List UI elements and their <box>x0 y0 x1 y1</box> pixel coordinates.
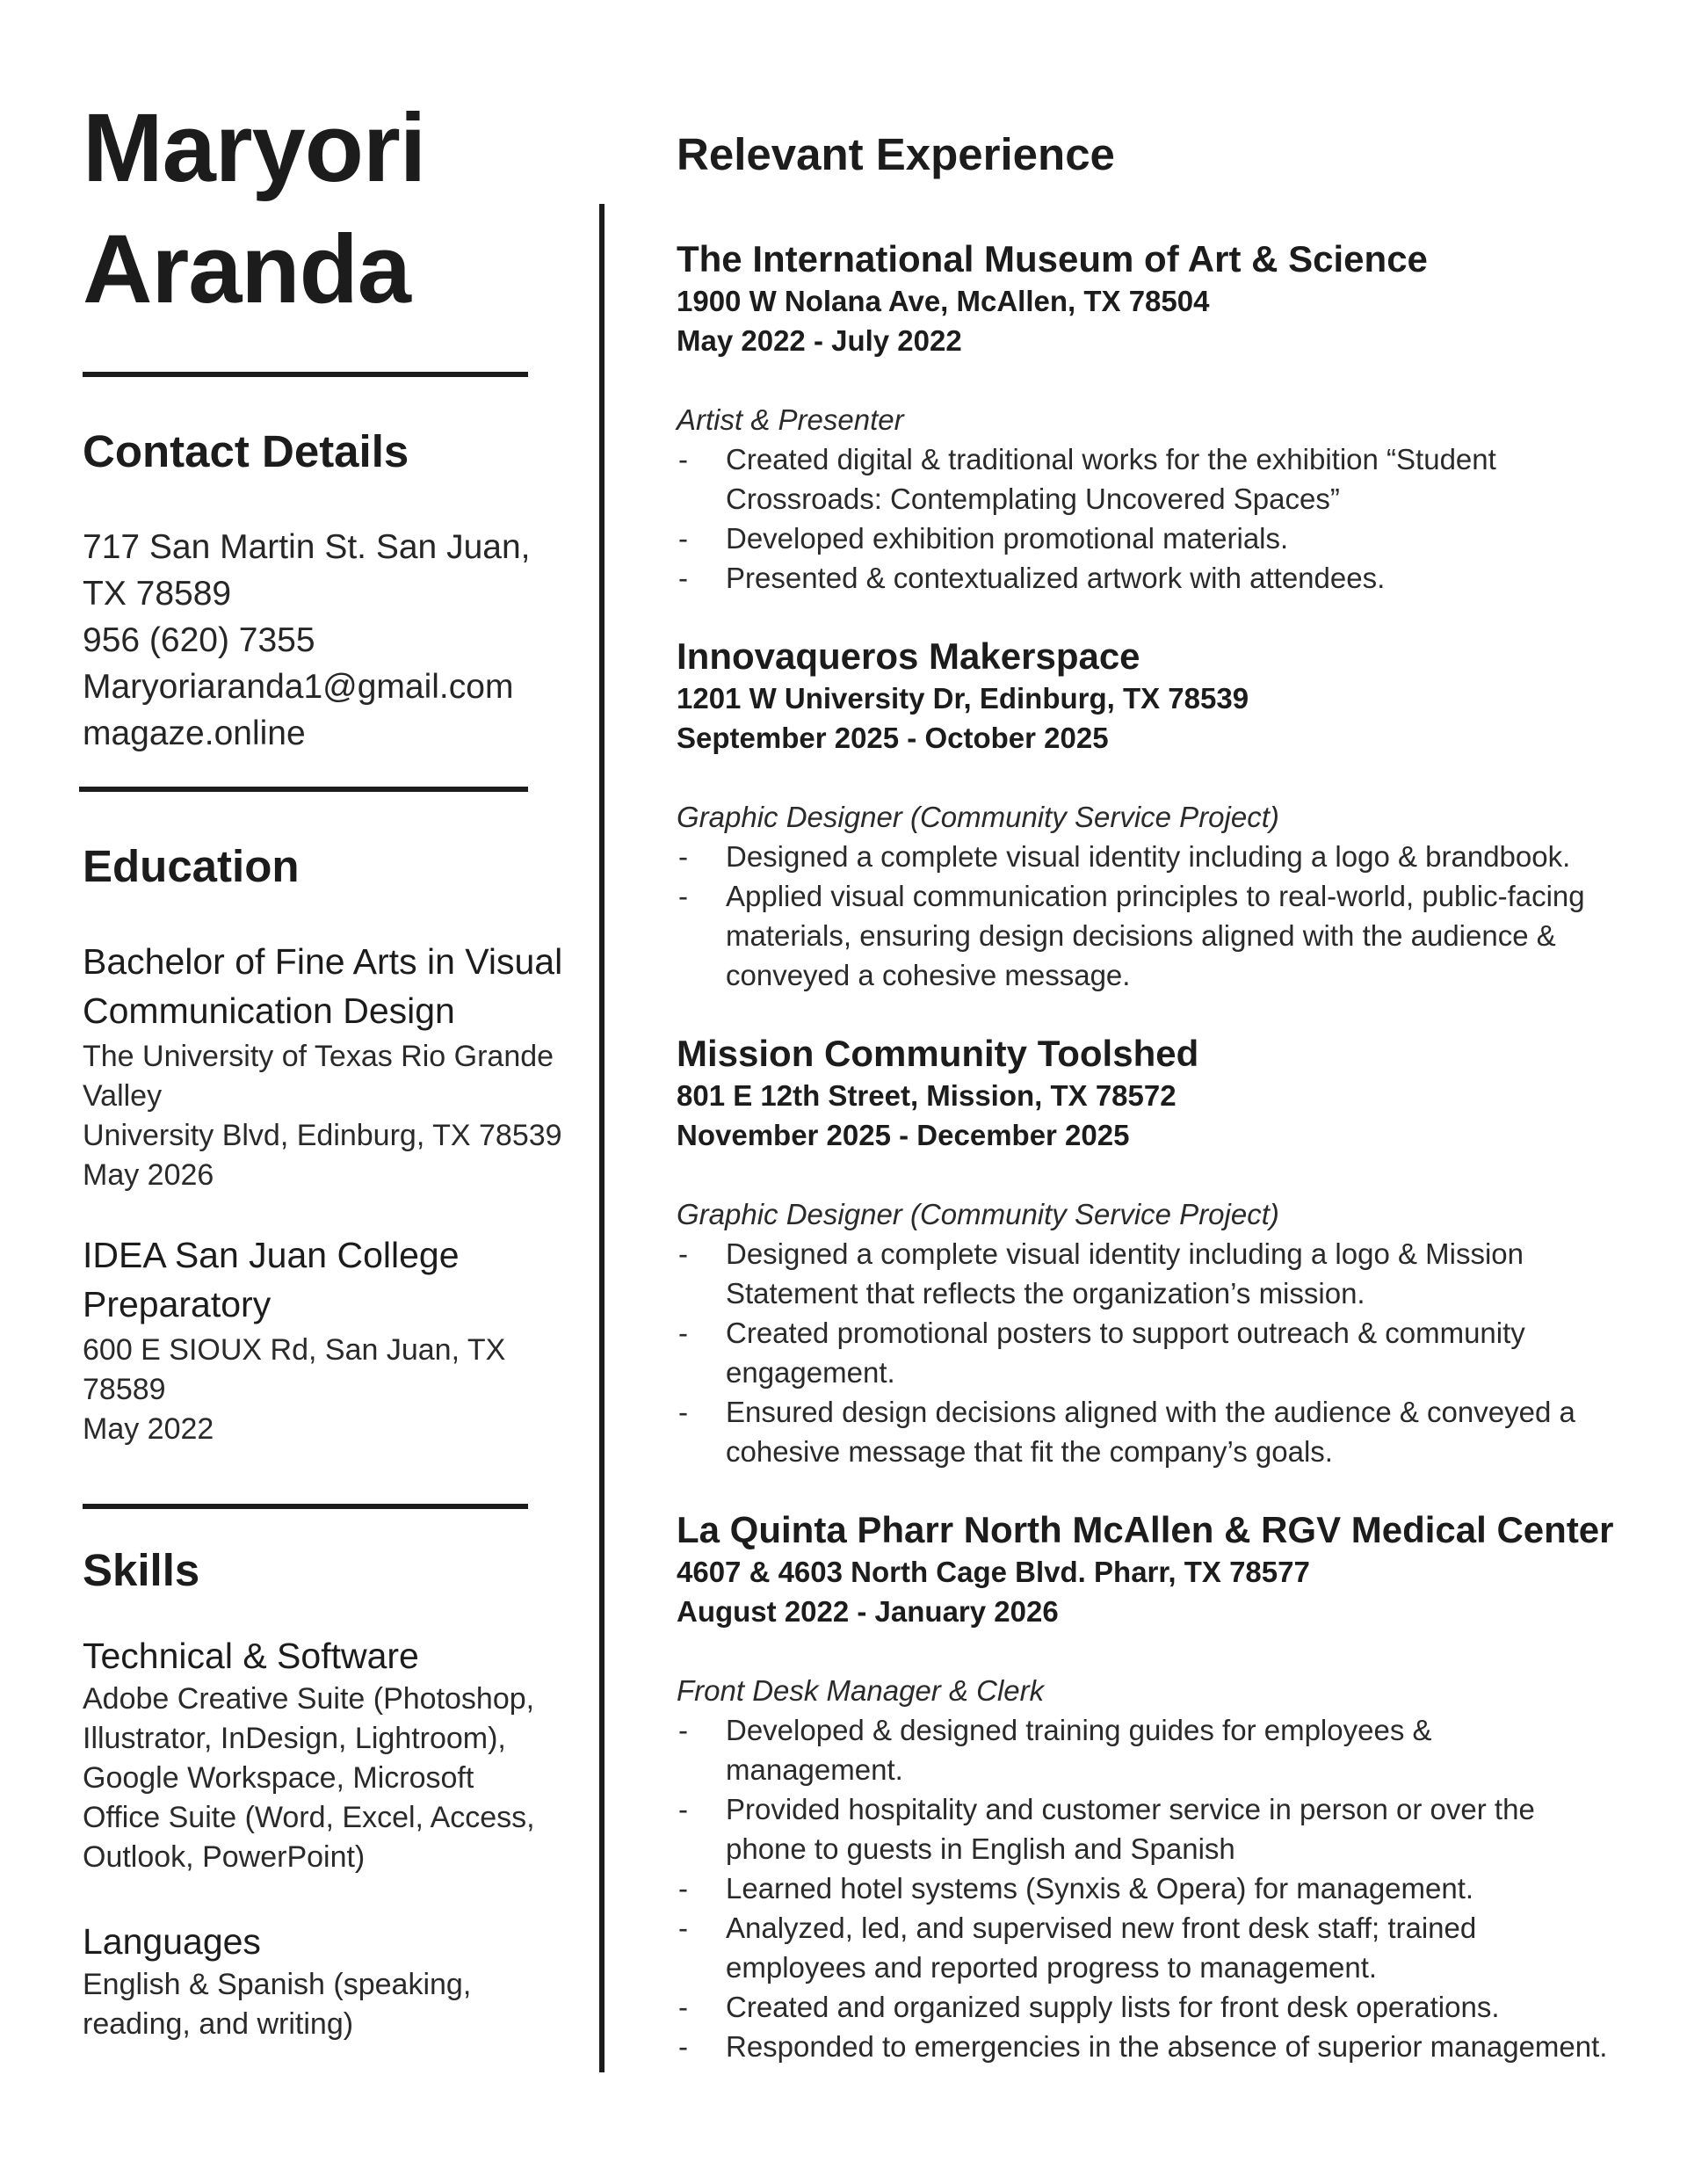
job-bullets <box>677 1710 1652 2066</box>
degree-line: IDEA San Juan College <box>83 1235 460 1275</box>
skill-line: Google Workspace, Microsoft <box>83 1761 474 1795</box>
bullet-item <box>677 1710 1652 1789</box>
divider-rule <box>83 1504 528 1509</box>
bullet-line: phone to guests in English and Spanish <box>726 1832 1235 1865</box>
bullet-item <box>677 558 1652 598</box>
bullet-dash: - <box>678 562 688 594</box>
bullet-dash: - <box>678 1991 688 2023</box>
skill-line: reading, and writing) <box>83 2007 354 2041</box>
divider-rule <box>83 372 528 377</box>
education-details <box>83 1037 575 1195</box>
address-line-1: 717 San Martin St. San Juan, <box>83 528 531 566</box>
bullet-item <box>677 1868 1652 1908</box>
bullet-dash: - <box>678 1872 688 1905</box>
skill-line: Office Suite (Word, Excel, Access, <box>83 1801 535 1834</box>
bullet-item <box>677 1789 1652 1868</box>
name-block <box>83 88 557 330</box>
bullet-line: Crossroads: Contemplating Uncovered Spaces” <box>726 483 1340 515</box>
skill-line: English & Spanish (speaking, <box>83 1968 472 2001</box>
bullet-item <box>677 1908 1652 1987</box>
education-section <box>83 840 575 1449</box>
bullet-line: Designed a complete visual identity including a logo & brandbook. <box>726 840 1571 873</box>
skill-group-name: Technical & Software <box>83 1636 419 1676</box>
skill-group <box>83 1918 575 2044</box>
job-list <box>677 237 1652 2066</box>
skill-line: Outlook, PowerPoint) <box>83 1840 366 1874</box>
bullet-line: employees and reported progress to management. <box>726 1951 1378 1984</box>
education-title: Education <box>83 841 300 891</box>
bullet-dash: - <box>678 840 688 873</box>
skill-group <box>83 1632 575 1877</box>
bullet-line: materials, ensuring design decisions aligned with the audience & <box>726 919 1556 952</box>
bullet-dash: - <box>678 522 688 555</box>
website: magaze.online <box>83 715 306 752</box>
job-dates: May 2022 - July 2022 <box>677 324 962 357</box>
skill-line: Illustrator, InDesign, Lightroom), <box>83 1722 506 1755</box>
job-address: 1201 W University Dr, Edinburg, TX 78539 <box>677 682 1249 715</box>
job-bullets <box>677 1234 1652 1471</box>
bullet-line: Presented & contextualized artwork with attendees. <box>726 562 1386 594</box>
detail-line: 600 E SIOUX Rd, San Juan, TX <box>83 1333 506 1367</box>
job-company: The International Museum of Art & Science <box>677 238 1428 279</box>
skill-group-text <box>83 1965 575 2044</box>
bullet-line: Learned hotel systems (Synxis & Opera) for management. <box>726 1872 1474 1905</box>
job-role: Graphic Designer (Community Service Project) <box>677 1198 1279 1230</box>
job-bullets <box>677 837 1652 995</box>
contact-title: Contact Details <box>83 426 409 476</box>
job-entry <box>677 1508 1652 2066</box>
job-role: Front Desk Manager & Clerk <box>677 1674 1045 1707</box>
education-entry <box>83 937 575 1195</box>
detail-line: Valley <box>83 1079 163 1113</box>
job-company: Innovaqueros Makerspace <box>677 635 1140 677</box>
bullet-dash: - <box>678 2030 688 2063</box>
bullet-line: management. <box>726 1753 903 1786</box>
bullet-line: conveyed a cohesive message. <box>726 959 1131 991</box>
bullet-dash: - <box>678 1793 688 1825</box>
bullet-item <box>677 837 1652 876</box>
bullet-item <box>677 1313 1652 1392</box>
job-address: 801 E 12th Street, Mission, TX 78572 <box>677 1079 1177 1112</box>
bullet-dash: - <box>678 1237 688 1270</box>
bullet-dash: - <box>678 1714 688 1746</box>
job-company: Mission Community Toolshed <box>677 1033 1199 1074</box>
bullet-dash: - <box>678 1396 688 1428</box>
degree-line: Bachelor of Fine Arts in Visual <box>83 941 563 982</box>
email-address: Maryoriaranda1@gmail.com <box>83 668 514 706</box>
bullet-line: engagement. <box>726 1356 895 1389</box>
job-address: 4607 & 4603 North Cage Blvd. Pharr, TX 78577 <box>677 1556 1310 1588</box>
first-name: Maryori <box>83 94 426 202</box>
divider-rule <box>79 787 528 792</box>
last-name: Aranda <box>83 215 410 323</box>
bullet-item <box>677 1234 1652 1313</box>
detail-line: The University of Texas Rio Grande <box>83 1040 554 1073</box>
job-dates: August 2022 - January 2026 <box>677 1595 1059 1628</box>
degree-line: Communication Design <box>83 990 455 1031</box>
education-entry <box>83 1230 575 1449</box>
experience-section <box>677 128 1652 2066</box>
bullet-line: cohesive message that fit the company’s goals. <box>726 1435 1333 1468</box>
bullet-line: Developed exhibition promotional materials. <box>726 522 1289 555</box>
job-entry <box>677 237 1652 598</box>
bullet-line: Created promotional posters to support outreach & community <box>726 1317 1525 1349</box>
bullet-dash: - <box>678 443 688 475</box>
bullet-item <box>677 519 1652 558</box>
skills-title: Skills <box>83 1545 200 1595</box>
bullet-item <box>677 2027 1652 2066</box>
phone-number: 956 (620) 7355 <box>83 621 315 659</box>
contact-section <box>83 425 557 757</box>
bullet-item <box>677 1987 1652 2027</box>
bullet-line: Applied visual communication principles to real-world, public-facing <box>726 880 1585 912</box>
bullet-item <box>677 876 1652 995</box>
experience-title: Relevant Experience <box>677 129 1115 179</box>
skill-line: Adobe Creative Suite (Photoshop, <box>83 1682 535 1716</box>
education-details <box>83 1331 575 1449</box>
job-role: Graphic Designer (Community Service Project) <box>677 801 1279 833</box>
job-entry <box>677 1032 1652 1471</box>
bullet-dash: - <box>678 1317 688 1349</box>
bullet-line: Created digital & traditional works for the exhibition “Student <box>726 443 1496 475</box>
job-entry <box>677 635 1652 995</box>
bullet-line: Designed a complete visual identity including a logo & Mission <box>726 1237 1524 1270</box>
job-role: Artist & Presenter <box>677 403 904 436</box>
job-bullets <box>677 439 1652 598</box>
column-divider <box>599 204 605 2072</box>
bullet-item <box>677 439 1652 519</box>
job-address: 1900 W Nolana Ave, McAllen, TX 78504 <box>677 285 1210 317</box>
bullet-line: Created and organized supply lists for front desk operations. <box>726 1991 1500 2023</box>
bullet-line: Analyzed, led, and supervised new front desk staff; trained <box>726 1912 1477 1944</box>
bullet-line: Statement that reflects the organization’s mission. <box>726 1277 1365 1310</box>
bullet-dash: - <box>678 1912 688 1944</box>
detail-line: May 2026 <box>83 1158 214 1192</box>
bullet-line: Developed & designed training guides for employees & <box>726 1714 1432 1746</box>
skills-section <box>83 1544 575 2044</box>
bullet-line: Ensured design decisions aligned with the audience & conveyed a <box>726 1396 1575 1428</box>
bullet-line: Responded to emergencies in the absence of superior management. <box>726 2030 1608 2063</box>
degree-line: Preparatory <box>83 1284 272 1324</box>
detail-line: 78589 <box>83 1373 166 1406</box>
bullet-item <box>677 1392 1652 1471</box>
job-dates: November 2025 - December 2025 <box>677 1119 1130 1151</box>
bullet-dash: - <box>678 880 688 912</box>
detail-line: University Blvd, Edinburg, TX 78539 <box>83 1119 562 1152</box>
address-line-2: TX 78589 <box>83 575 232 613</box>
job-company: La Quinta Pharr North McAllen & RGV Medical Center <box>677 1509 1614 1550</box>
detail-line: May 2022 <box>83 1412 214 1446</box>
contact-lines <box>83 524 557 757</box>
skill-group-name: Languages <box>83 1921 261 1962</box>
job-dates: September 2025 - October 2025 <box>677 722 1109 754</box>
bullet-line: Provided hospitality and customer service in person or over the <box>726 1793 1535 1825</box>
skill-group-text <box>83 1680 575 1877</box>
